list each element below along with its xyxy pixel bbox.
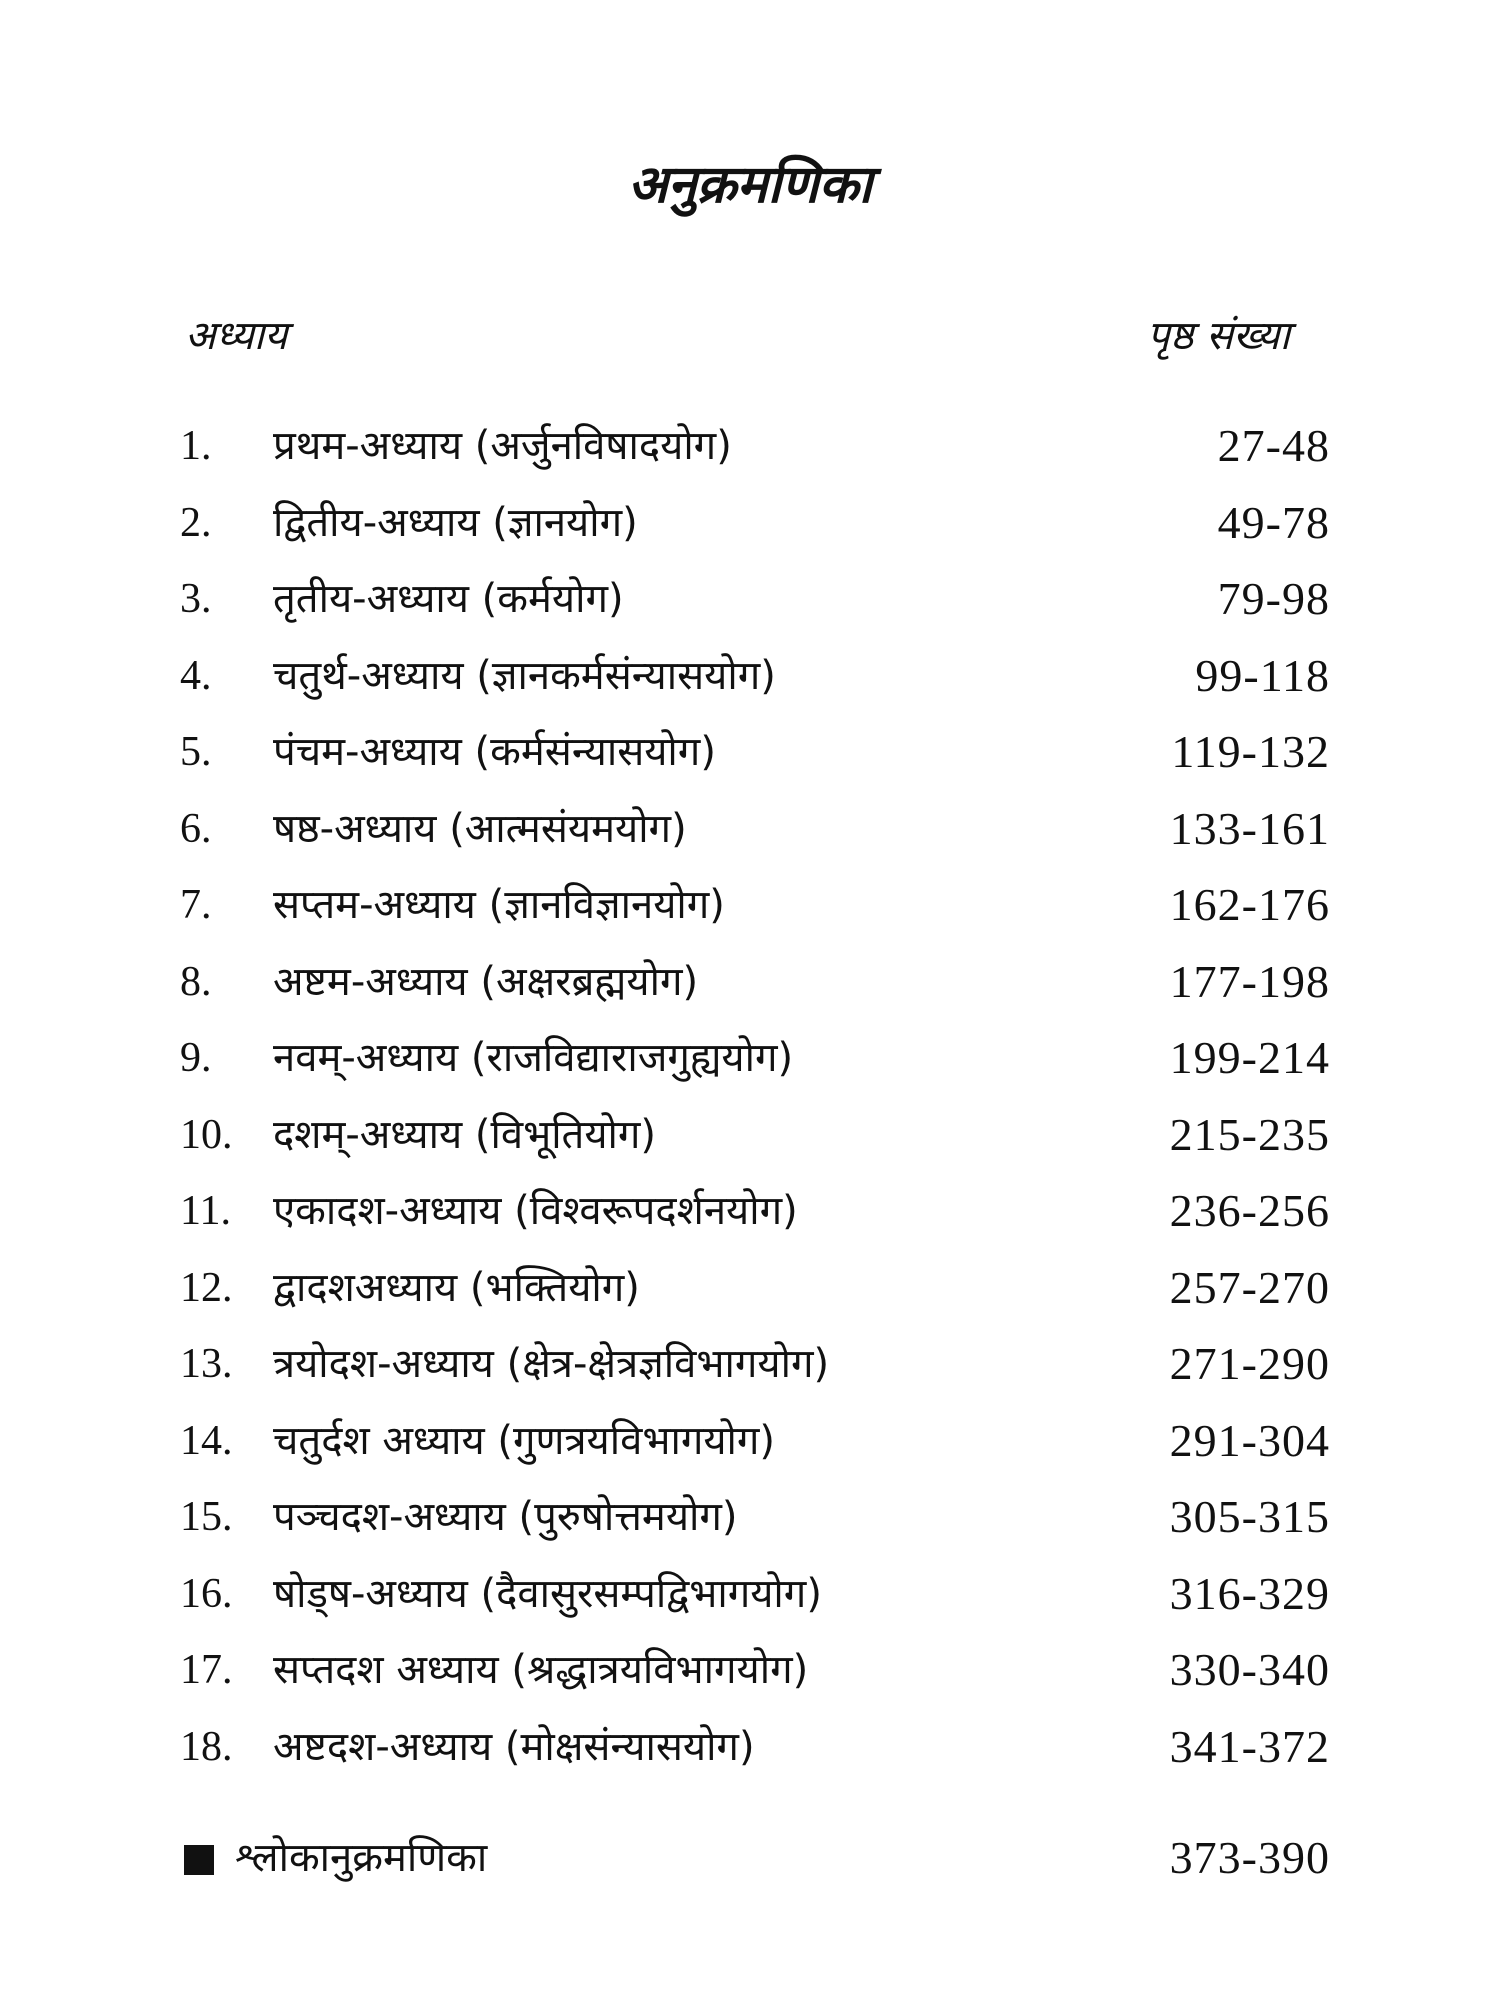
chapter-pages: 162-176 [1169, 879, 1330, 930]
chapter-title: द्वादशअध्याय (भक्तियोग) [273, 1264, 640, 1311]
chapter-row [180, 944, 1330, 1021]
chapter-title: तृतीय-अध्याय (कर्मयोग) [273, 576, 624, 622]
chapter-number: 12. [180, 1264, 233, 1311]
chapter-pages: 236-256 [1169, 1185, 1330, 1236]
chapter-pages: 199-214 [1169, 1032, 1330, 1083]
chapter-title: चतुर्दश अध्याय (गुणत्रयविभागयोग) [273, 1417, 776, 1464]
chapter-title: षष्ठ-अध्याय (आत्मसंयमयोग) [273, 805, 687, 852]
chapter-pages: 305-315 [1169, 1491, 1330, 1542]
chapter-number: 5. [180, 729, 212, 775]
chapter-row [180, 1097, 1330, 1174]
chapter-pages: 257-270 [1169, 1261, 1330, 1313]
chapter-pages: 79-98 [1217, 573, 1330, 624]
chapter-row [180, 485, 1330, 562]
chapter-pages: 215-235 [1169, 1108, 1330, 1160]
chapter-row [180, 791, 1330, 868]
chapter-title: त्रयोदश-अध्याय (क्षेत्र-क्षेत्रज्ञविभागयोग) [273, 1341, 830, 1387]
chapter-number: 2. [180, 499, 212, 546]
chapter-row [180, 1556, 1330, 1633]
chapter-title: सप्तदश अध्याय (श्रद्धात्रयविभागयोग) [273, 1647, 809, 1693]
chapter-title: दशम्-अध्याय (विभूतियोग) [273, 1111, 657, 1158]
chapter-row [180, 714, 1330, 791]
chapter-list [180, 408, 1330, 1785]
chapter-row [180, 1173, 1330, 1250]
chapter-pages: 119-132 [1171, 726, 1330, 777]
chapter-title: एकादश-अध्याय (विश्वरूपदर्शनयोग) [273, 1188, 798, 1234]
chapter-row [180, 561, 1330, 638]
chapter-pages: 271-290 [1169, 1338, 1330, 1389]
chapter-number: 17. [180, 1647, 233, 1693]
chapter-title: पंचम-अध्याय (कर्मसंन्यासयोग) [273, 729, 716, 775]
chapter-row [180, 1250, 1330, 1327]
chapter-number: 3. [180, 576, 212, 622]
chapter-number: 18. [180, 1723, 233, 1770]
chapter-pages: 316-329 [1169, 1567, 1330, 1619]
chapter-title: अष्टम-अध्याय (अक्षरब्रह्मयोग) [273, 958, 699, 1005]
chapter-row [180, 638, 1330, 715]
chapter-title: प्रथम-अध्याय (अर्जुनविषादयोग) [273, 423, 732, 469]
chapter-row [180, 1632, 1330, 1709]
chapter-pages: 133-161 [1169, 802, 1330, 854]
chapter-row [180, 1479, 1330, 1556]
chapter-title: अष्टदश-अध्याय (मोक्षसंन्यासयोग) [273, 1723, 755, 1770]
chapter-number: 10. [180, 1111, 233, 1158]
chapter-number: 15. [180, 1494, 233, 1540]
chapter-row [180, 1709, 1330, 1786]
chapter-title: षोड्ष-अध्याय (दैवासुरसम्पद्विभागयोग) [273, 1570, 822, 1617]
chapter-number: 8. [180, 958, 212, 1005]
square-bullet-icon [184, 1845, 214, 1875]
chapter-pages: 27-48 [1217, 420, 1330, 471]
chapter-column-header: अध्याय [185, 313, 288, 359]
chapter-title: पञ्चदश-अध्याय (पुरुषोत्तमयोग) [273, 1494, 738, 1540]
chapter-number: 9. [180, 1035, 212, 1081]
chapter-title: चतुर्थ-अध्याय (ज्ञानकर्मसंन्यासयोग) [273, 652, 776, 699]
chapter-title: द्वितीय-अध्याय (ज्ञानयोग) [273, 499, 638, 546]
chapter-row [180, 1403, 1330, 1480]
appendix-label: श्लोकानुक्रमणिका [235, 1835, 488, 1881]
page-number-column-header: पृष्ठ संख्या [1147, 313, 1290, 359]
chapter-number: 16. [180, 1570, 233, 1617]
chapter-pages: 49-78 [1217, 496, 1330, 548]
appendix-pages: 373-390 [1169, 1832, 1330, 1883]
chapter-title: नवम्-अध्याय (राजविद्याराजगुह्ययोग) [273, 1035, 794, 1081]
appendix-row [180, 1820, 1330, 1896]
chapter-row [180, 867, 1330, 944]
chapter-number: 7. [180, 882, 212, 928]
chapter-pages: 177-198 [1169, 955, 1330, 1007]
chapter-row [180, 1020, 1330, 1097]
chapter-number: 13. [180, 1341, 233, 1387]
chapter-number: 4. [180, 652, 212, 699]
chapter-number: 1. [180, 423, 212, 469]
chapter-pages: 341-372 [1169, 1720, 1330, 1772]
chapter-number: 6. [180, 805, 212, 852]
chapter-pages: 330-340 [1169, 1644, 1330, 1695]
chapter-pages: 291-304 [1169, 1414, 1330, 1466]
chapter-number: 11. [180, 1188, 231, 1234]
chapter-title: सप्तम-अध्याय (ज्ञानविज्ञानयोग) [273, 882, 725, 928]
chapter-row [180, 408, 1330, 485]
page-title: अनुक्रमणिका [627, 155, 873, 215]
chapter-row [180, 1326, 1330, 1403]
chapter-pages: 99-118 [1195, 649, 1330, 701]
chapter-number: 14. [180, 1417, 233, 1464]
